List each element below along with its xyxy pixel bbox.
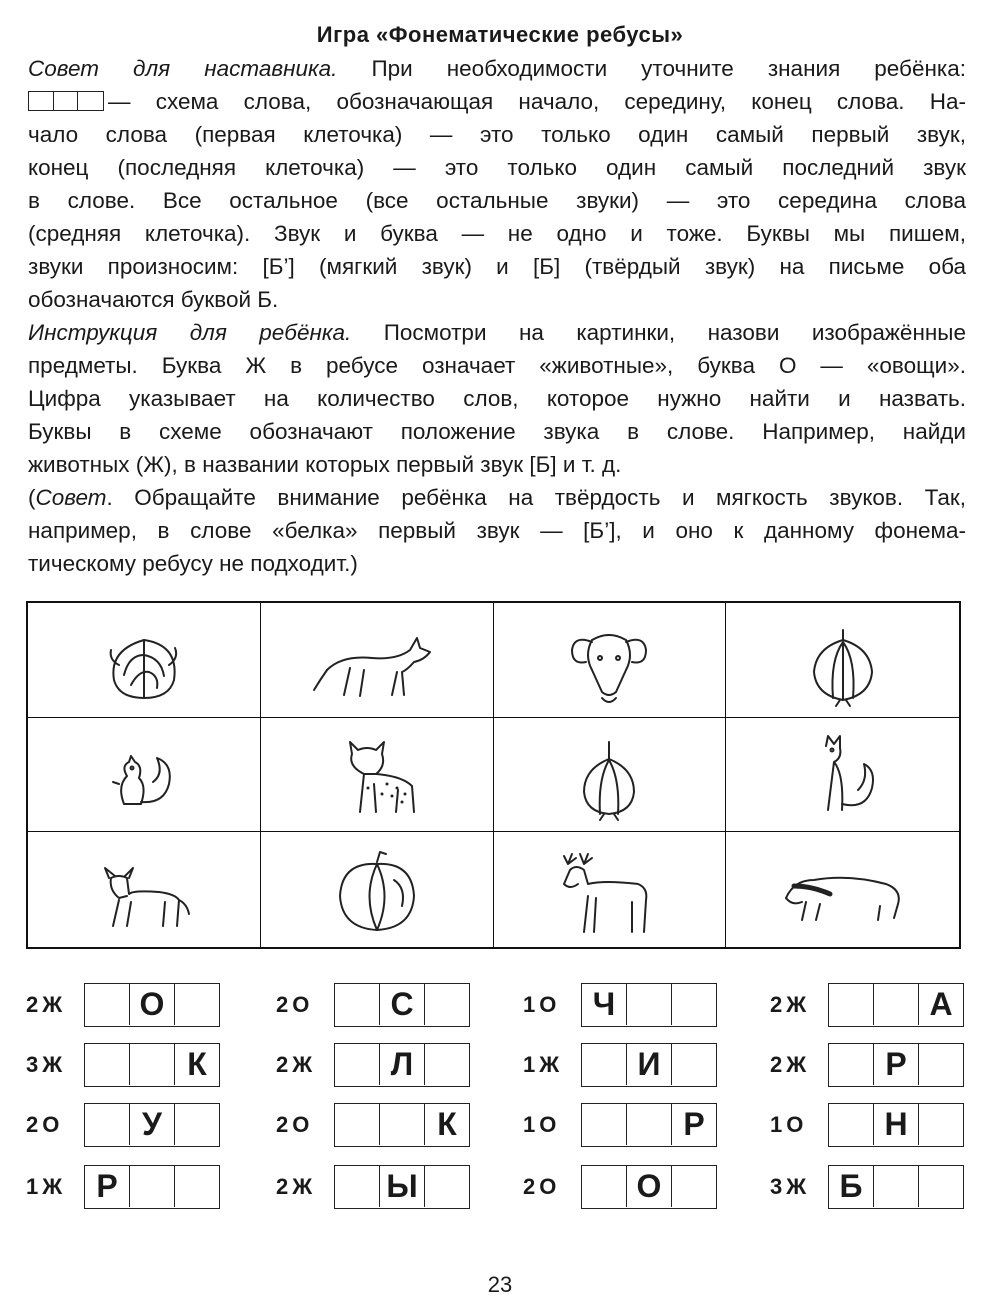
rebus-puzzle: [26, 1165, 220, 1209]
rebus-label: [26, 1052, 84, 1078]
fox-icon: [768, 724, 918, 824]
instruction-line-5: животных (Ж), в названии которых первый звук [Б] и т. д.: [28, 452, 622, 477]
rebus-label: [276, 1174, 334, 1200]
rebus-puzzle: [523, 1103, 717, 1147]
wolf-icon: [302, 610, 452, 710]
scheme-box[interactable]: [919, 1104, 963, 1145]
scheme-box[interactable]: [672, 984, 716, 1025]
rebus-count: 2: [770, 992, 783, 1017]
instruction-line-3: Цифра указывает на количество слов, которое нужно найти и назвать.: [28, 386, 966, 411]
scheme-box[interactable]: У: [130, 1104, 175, 1145]
scheme-box[interactable]: И: [627, 1044, 672, 1085]
rebus-label: [770, 992, 828, 1018]
scheme-box[interactable]: [582, 1104, 627, 1145]
word-scheme: [84, 1043, 220, 1087]
picture-cell: [28, 832, 261, 947]
scheme-box[interactable]: [335, 984, 380, 1025]
squirrel-icon: [69, 724, 219, 824]
rebus-type: Ж: [292, 1174, 313, 1199]
pictures-grid: [26, 601, 961, 949]
page-number: 23: [487, 1272, 513, 1297]
scheme-box[interactable]: [335, 1044, 380, 1085]
rebus-type: Ж: [786, 1174, 807, 1199]
picture-cell: [261, 832, 494, 947]
scheme-box[interactable]: Б: [829, 1166, 874, 1207]
scheme-box[interactable]: К: [187, 1046, 207, 1082]
rebus-label: [523, 1052, 581, 1078]
rebus-puzzle: [770, 983, 964, 1027]
rebus-count: 2: [26, 992, 39, 1017]
word-scheme: [581, 1165, 717, 1209]
scheme-box[interactable]: [919, 1044, 963, 1085]
advice-line-8: обозначаются буквой Б.: [28, 287, 279, 312]
scheme-box[interactable]: [175, 1104, 219, 1145]
rebus-puzzle: [770, 1165, 964, 1209]
rebus-count: 1: [26, 1174, 39, 1199]
instructions-text: [28, 52, 966, 580]
badger-icon: [768, 840, 918, 940]
ram-icon: [534, 610, 684, 710]
scheme-box[interactable]: [85, 1104, 130, 1145]
rebus-label: [523, 1112, 581, 1138]
picture-cell: [261, 603, 494, 718]
rebus-puzzle: [523, 1043, 717, 1087]
rebus-count: 3: [26, 1052, 39, 1077]
word-scheme: [828, 983, 964, 1027]
scheme-box[interactable]: Р: [874, 1044, 919, 1085]
rebus-puzzle: [770, 1043, 964, 1087]
scheme-box[interactable]: [627, 1104, 672, 1145]
rebus-puzzle: [26, 1043, 220, 1087]
rebus-label: [523, 992, 581, 1018]
picture-cell: [28, 603, 261, 718]
rebus-count: 1: [523, 1052, 536, 1077]
word-scheme: [84, 983, 220, 1027]
advice-lead: Совет для наставника.: [28, 56, 338, 81]
instruction-line-1: Инструкция для ребёнка. Посмотри на картинки, назови изображённые: [28, 320, 966, 345]
word-scheme: [334, 983, 470, 1027]
rebus-type: О: [292, 992, 310, 1017]
picture-cell: [494, 832, 727, 947]
note-line-2: например, в слове «белка» первый звук — [Б’], и оно к данному фонема-: [28, 518, 966, 543]
scheme-box[interactable]: [829, 1104, 874, 1145]
picture-cell: [28, 718, 261, 833]
bull-icon: [69, 840, 219, 940]
rebus-type: О: [292, 1112, 310, 1137]
word-scheme: [581, 1043, 717, 1087]
picture-cell: [726, 832, 959, 947]
scheme-box[interactable]: [335, 1104, 380, 1145]
scheme-box[interactable]: [85, 984, 130, 1025]
word-scheme: [828, 1165, 964, 1209]
word-scheme: [334, 1165, 470, 1209]
scheme-box[interactable]: О: [130, 984, 175, 1025]
scheme-box[interactable]: А: [929, 986, 953, 1022]
advice-line-3: чало слова (первая клеточка) — это только один самый первый звук,: [28, 122, 966, 147]
rebus-puzzle: [26, 983, 220, 1027]
scheme-box[interactable]: [582, 1044, 627, 1085]
scheme-box[interactable]: [829, 1044, 874, 1085]
rebus-count: 1: [523, 1112, 536, 1137]
scheme-box[interactable]: С: [380, 984, 425, 1025]
word-scheme: [581, 1103, 717, 1147]
scheme-box[interactable]: [874, 1166, 919, 1207]
rebus-count: 2: [523, 1174, 536, 1199]
scheme-box[interactable]: [582, 1166, 627, 1207]
rebus-puzzle: [276, 983, 470, 1027]
rebus-puzzle: [276, 1043, 470, 1087]
scheme-box[interactable]: [175, 1166, 219, 1207]
picture-cell: [261, 718, 494, 833]
scheme-box[interactable]: Ы: [380, 1166, 425, 1207]
advice-line-1: Совет для наставника. При необходимости уточните знания ребёнка:: [28, 56, 966, 81]
scheme-box[interactable]: Р: [85, 1166, 130, 1207]
advice-line-6: (средняя клеточка). Звук и буква — не одно и тоже. Буквы мы пишем,: [28, 221, 966, 246]
rebus-label: [770, 1052, 828, 1078]
word-scheme: [84, 1103, 220, 1147]
rebus-count: 2: [26, 1112, 39, 1137]
rebus-type: Ж: [786, 992, 807, 1017]
pumpkin-icon: [302, 840, 452, 940]
scheme-box[interactable]: [874, 984, 919, 1025]
rebus-label: [770, 1174, 828, 1200]
scheme-box[interactable]: Л: [380, 1044, 425, 1085]
rebus-label: [26, 992, 84, 1018]
picture-cell: [726, 718, 959, 833]
word-scheme: [828, 1043, 964, 1087]
instruction-lead: Инструкция для ребёнка.: [28, 320, 352, 345]
scheme-box[interactable]: [335, 1166, 380, 1207]
rebus-label: [770, 1112, 828, 1138]
rebus-label: [26, 1112, 84, 1138]
rebus-count: 2: [770, 1052, 783, 1077]
picture-cell: [494, 718, 727, 833]
rebus-count: 2: [276, 1052, 289, 1077]
rebus-type: О: [42, 1112, 60, 1137]
rebus-type: О: [539, 1112, 557, 1137]
rebus-type: Ж: [42, 992, 63, 1017]
scheme-box[interactable]: [829, 984, 874, 1025]
rebus-count: 1: [523, 992, 536, 1017]
scheme-box[interactable]: Ч: [582, 984, 627, 1025]
picture-cell: [726, 603, 959, 718]
scheme-box[interactable]: [85, 1044, 130, 1085]
rebus-puzzle: [523, 983, 717, 1027]
instruction-line-4: Буквы в схеме обозначают положение звука в слове. Например, найди: [28, 419, 966, 444]
rebus-type: О: [786, 1112, 804, 1137]
advice-line-5: в слове. Все остальное (все остальные звуки) — это середина слова: [28, 188, 966, 213]
scheme-box[interactable]: [672, 1166, 716, 1207]
scheme-box[interactable]: [672, 1044, 716, 1085]
word-scheme: [828, 1103, 964, 1147]
advice-line-4: конец (последняя клеточка) — это только один самый последний звук: [28, 155, 966, 180]
rebus-type: Ж: [42, 1174, 63, 1199]
moose-icon: [534, 840, 684, 940]
rebus-type: О: [539, 992, 557, 1017]
scheme-box[interactable]: [130, 1044, 175, 1085]
rebus-puzzle: [276, 1103, 470, 1147]
page-title: Игра «Фонематические ребусы»: [316, 22, 684, 47]
lynx-icon: [302, 724, 452, 824]
cabbage-icon: [69, 610, 219, 710]
instruction-line-2: предметы. Буква Ж в ребусе означает «животные», буква О — «овощи».: [28, 353, 966, 378]
rebus-count: 3: [770, 1174, 783, 1199]
rebus-puzzle: [770, 1103, 964, 1147]
scheme-box[interactable]: О: [627, 1166, 672, 1207]
rebus-label: [276, 992, 334, 1018]
rebus-label: [276, 1112, 334, 1138]
onion-icon: [768, 610, 918, 710]
rebus-type: Ж: [786, 1052, 807, 1077]
advice-line-2: — схема слова, обозначающая начало, середину, конец слова. На-: [28, 85, 966, 118]
word-scheme: [334, 1043, 470, 1087]
rebus-count: 2: [276, 1112, 289, 1137]
rebus-puzzle: [523, 1165, 717, 1209]
rebus-puzzle: [276, 1165, 470, 1209]
note-line-3: тическому ребусу не подходит.): [28, 551, 358, 576]
advice-line-7: звуки произносим: [Б’] (мягкий звук) и [Б] (твёрдый звук) на письме оба: [28, 254, 966, 279]
scheme-box[interactable]: [425, 1166, 469, 1207]
rebus-type: Ж: [292, 1052, 313, 1077]
rebus-label: [26, 1174, 84, 1200]
garlic-icon: [534, 724, 684, 824]
rebus-label: [523, 1174, 581, 1200]
scheme-box[interactable]: [919, 1166, 963, 1207]
rebus-count: 2: [276, 992, 289, 1017]
scheme-box[interactable]: Р: [683, 1106, 705, 1142]
picture-cell: [494, 603, 727, 718]
scheme-box[interactable]: [380, 1104, 425, 1145]
scheme-box[interactable]: [130, 1166, 175, 1207]
scheme-box[interactable]: [627, 984, 672, 1025]
rebus-type: Ж: [539, 1052, 560, 1077]
word-scheme: [84, 1165, 220, 1209]
scheme-box[interactable]: [425, 984, 469, 1025]
rebus-label: [276, 1052, 334, 1078]
rebus-count: 2: [276, 1174, 289, 1199]
note-lead: Совет: [35, 485, 107, 510]
scheme-box[interactable]: К: [437, 1106, 457, 1142]
note-line-1: (Совет. Обращайте внимание ребёнка на твёрдость и мягкость звуков. Так,: [28, 485, 966, 510]
rebus-type: О: [539, 1174, 557, 1199]
rebus-type: Ж: [42, 1052, 63, 1077]
scheme-box[interactable]: [175, 984, 219, 1025]
scheme-box[interactable]: [425, 1044, 469, 1085]
scheme-box[interactable]: Н: [874, 1104, 919, 1145]
rebus-puzzle: [26, 1103, 220, 1147]
rebus-count: 1: [770, 1112, 783, 1137]
word-scheme: [334, 1103, 470, 1147]
word-scheme-icon: [28, 91, 104, 111]
word-scheme: [581, 983, 717, 1027]
